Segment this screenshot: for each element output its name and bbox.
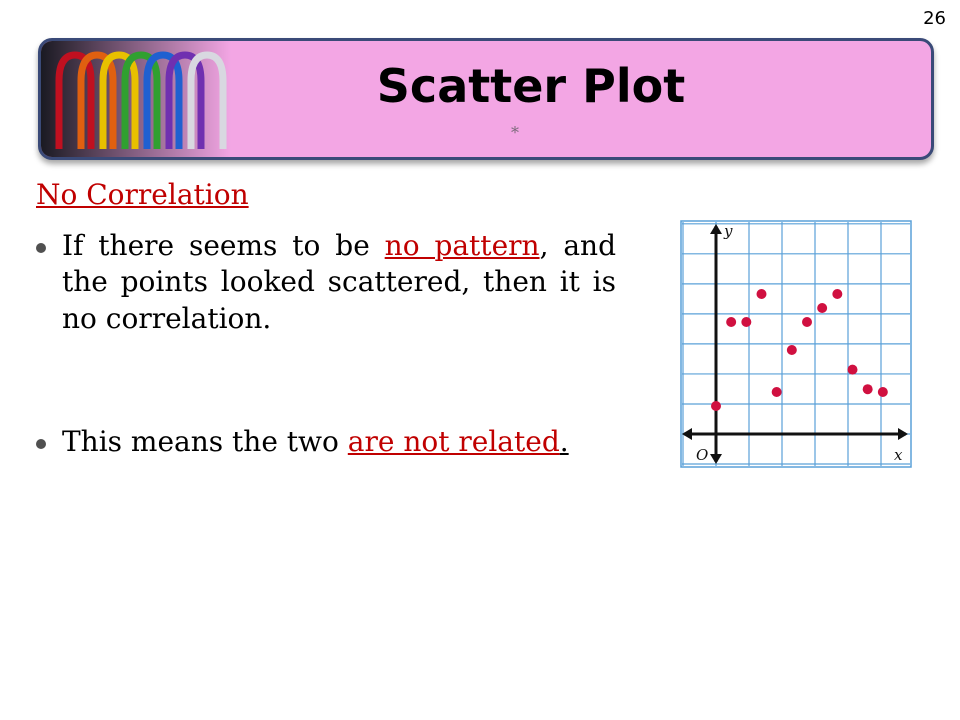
data-point bbox=[787, 345, 797, 355]
data-point bbox=[757, 289, 767, 299]
data-point bbox=[772, 387, 782, 397]
bullet-item bbox=[36, 424, 616, 460]
bullet-item bbox=[36, 228, 616, 337]
data-point bbox=[863, 384, 873, 394]
data-point bbox=[832, 289, 842, 299]
bullet-text-before: If there seems to be bbox=[62, 229, 385, 262]
data-point bbox=[726, 317, 736, 327]
page-title: Scatter Plot bbox=[376, 59, 686, 113]
data-point bbox=[848, 365, 858, 375]
bullet-dot-icon bbox=[36, 243, 46, 253]
slide-number: 26 bbox=[923, 8, 946, 29]
x-axis-label: x bbox=[894, 446, 903, 464]
bullet-text-after: , and the points looked scattered, then it is no correlation. bbox=[62, 229, 616, 335]
data-point bbox=[817, 303, 827, 313]
title-asterisk: * bbox=[511, 123, 519, 142]
bullet-text-after: . bbox=[559, 425, 569, 458]
data-point bbox=[741, 317, 751, 327]
data-point bbox=[711, 401, 721, 411]
data-point bbox=[878, 387, 888, 397]
bullet-dot-icon bbox=[36, 439, 46, 449]
bullet-highlight: are not related bbox=[347, 425, 560, 458]
section-heading: No Correlation bbox=[36, 178, 249, 211]
bullet-text-before: This means the two bbox=[62, 425, 348, 458]
scatter-chart bbox=[680, 220, 912, 468]
bullet-text bbox=[62, 228, 616, 337]
title-banner bbox=[38, 38, 934, 160]
bullet-highlight: no pattern bbox=[384, 229, 540, 262]
data-point bbox=[802, 317, 812, 327]
bullet-text bbox=[62, 424, 616, 460]
origin-label: O bbox=[696, 446, 709, 464]
y-axis-label: y bbox=[724, 222, 733, 240]
